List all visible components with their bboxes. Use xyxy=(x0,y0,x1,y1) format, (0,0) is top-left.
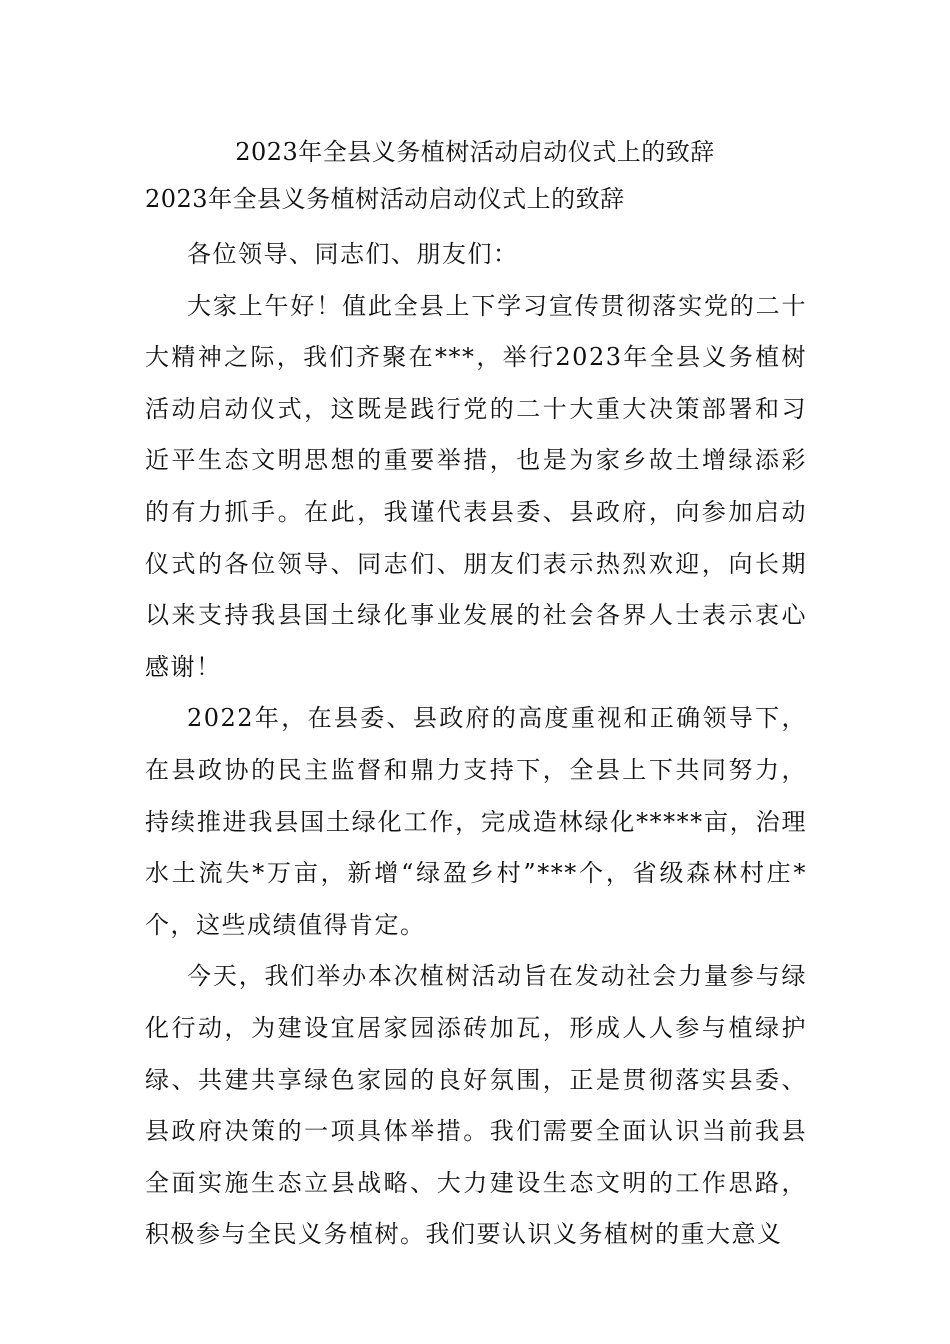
paragraph: 2022年，在县委、县政府的高度重视和正确领导下，在县政协的民主监督和鼎力支持下，全县上下共同努力，持续推进我县国土绿化工作，完成造林绿化*****亩，治理水土流失*万亩，新增“绿盈乡村”***个，省级森林村庄*个，这些成绩值得肯定。 xyxy=(145,704,807,939)
paragraph: 今天，我们举办本次植树活动旨在发动社会力量参与绿化行动，为建设宜居家园添砖加瓦，形成人人参与植绿护绿、共建共享绿色家园的良好氛围，正是贯彻落实县委、县政府决策的一项具体举措。我们需要全面认识当前我县全面实施生态立县战略、大力建设生态文明的工作思路，积极参与全民义务植树。我们要认识义务植树的重大意义 xyxy=(145,962,807,1249)
document-subtitle: 2023年全县义务植树活动启动仪式上的致辞 xyxy=(145,185,625,213)
paragraph: 大家上午好！值此全县上下学习宣传贯彻落实党的二十大精神之际，我们齐聚在***，举行2023年全县义务植树活动启动仪式，这既是践行党的二十大重大决策部署和习近平生态文明思想的重要举措，也是为家乡故土增绿添彩的有力抓手。在此，我谨代表县委、县政府，向参加启动仪式的各位领导、同志们、朋友们表示热烈欢迎，向长期以来支持我县国土绿化事业发展的社会各界人士表示衷心感谢！ xyxy=(145,291,807,681)
document-body xyxy=(145,229,807,1261)
greeting: 各位领导、同志们、朋友们： xyxy=(187,240,519,268)
document-title: 2023年全县义务植树活动启动仪式上的致辞 xyxy=(235,138,715,166)
